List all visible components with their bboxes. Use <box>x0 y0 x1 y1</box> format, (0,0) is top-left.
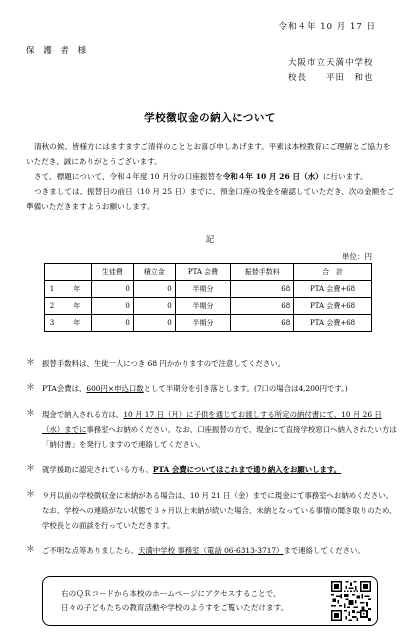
pta-fee-reminder: PTA 会費についてはこれまで通り納入をお願いします。 <box>152 465 342 474</box>
student-fee: 0 <box>92 298 134 315</box>
qr-code-icon[interactable] <box>331 581 371 621</box>
schedule-text-c: に行います。 <box>322 172 368 181</box>
asterisk-icon: ＊ <box>26 358 36 368</box>
schedule-paragraph <box>26 169 396 184</box>
grade-label: 1 年 <box>45 281 92 298</box>
fee-table <box>44 263 372 332</box>
total: PTA 会費+68 <box>294 315 372 332</box>
note-school-aid <box>26 462 398 477</box>
savings: 0 <box>133 315 175 332</box>
greeting-paragraph: 清秋の候、皆様方にはますますご清祥のこととお喜び申しあげます。平素は本校教育にご理解とご協力をいただき、誠にありがとうございます。 <box>26 142 391 166</box>
note-pta-fee <box>26 381 398 396</box>
unit-label: 単位：円 <box>342 252 372 261</box>
table-header-cell: 積立金 <box>133 264 175 281</box>
pta-fee: 半期分 <box>175 298 231 315</box>
savings: 0 <box>133 298 175 315</box>
table-header-cell: 生徒費 <box>92 264 134 281</box>
total: PTA 会費+68 <box>294 281 372 298</box>
pta-fee-formula: 600円×申込口数 <box>86 384 144 393</box>
note-text: として半期分を引き落とします。(7口の場合は4,200円です。) <box>143 384 348 393</box>
asterisk-icon: ＊ <box>26 464 36 474</box>
note-text: 事務室へお納めください。なお、口座振替の方で、現金にて直接学校窓口へ納入されたい方は「納付書」を発行しますので連絡してください。 <box>42 425 397 449</box>
table-row <box>45 315 372 332</box>
student-fee: 0 <box>92 281 134 298</box>
table-header-cell <box>45 264 92 281</box>
transfer-fee: 68 <box>231 281 294 298</box>
request-paragraph: つきましては、振替日の前日（10 月 25 日）までに、預金口座の残金を確認していただき、次の金額をご準備いただきますようお願いします。 <box>26 187 395 211</box>
qr-info-line: 右のＱＲコードから本校のホームページにアクセスすることで、 <box>61 589 281 598</box>
pta-fee: 半期分 <box>175 281 231 298</box>
table-header-cell: PTA 会費 <box>175 264 231 281</box>
note-text: 現金で納入される方は、 <box>42 410 124 419</box>
asterisk-icon: ＊ <box>26 545 36 555</box>
note-text: まで連絡してください。 <box>283 546 365 555</box>
table-row <box>45 298 372 315</box>
recipient: 保 護 者 様 <box>26 46 90 56</box>
total: PTA 会費+68 <box>294 298 372 315</box>
note-text: 振替手数料は、生徒一人につき 68 円かかりますので注意してください。 <box>42 359 286 368</box>
principal-name: 校長 平田 和也 <box>288 73 374 83</box>
transfer-fee: 68 <box>231 298 294 315</box>
note-cash-payment <box>26 407 398 452</box>
transfer-fee: 68 <box>231 315 294 332</box>
savings: 0 <box>133 281 175 298</box>
qr-info-line: 日々の子どもたちの教育活動や学校のようすをご覧いただけます。 <box>61 603 289 612</box>
asterisk-icon: ＊ <box>26 383 36 393</box>
note-text: ９月以前の学校徴収金に未納がある場合は、10 月 21 日（金）までに現金にて事務室へお納めください。なお、学校への連絡がない状態で３ヶ月以上未納が続いた場合、未納となっている事情の聞き取りのため、学校長との面談を行っていただきます。 <box>42 491 397 530</box>
debit-date: 令和４年 10 月 26 日（水） <box>222 172 323 181</box>
note-arrears <box>26 488 398 533</box>
document-title: 学校徴収金の納入について <box>144 112 276 124</box>
issue-date: 令和４年 10 月 17 日 <box>278 22 376 32</box>
note-text: PTA会費は、 <box>42 384 87 393</box>
note-text: 就学援助に認定されている方も、 <box>42 465 153 474</box>
table-row <box>45 281 372 298</box>
pta-fee: 半期分 <box>175 315 231 332</box>
cash-deadline: 10 月 17 日（月）に子供を通じてお渡しする所定の納付書にて、10 月 26 日（水）までに <box>42 410 382 434</box>
note-text: ご不明な点等ありましたら、 <box>42 546 139 555</box>
school-name: 大阪市立天満中学校 <box>288 58 374 68</box>
schedule-text-a: さて、標題について、令和４年度 10 月分の口座振替を <box>34 172 223 181</box>
grade-label: 3 年 <box>45 315 92 332</box>
asterisk-icon: ＊ <box>26 409 36 419</box>
asterisk-icon: ＊ <box>26 490 36 500</box>
grade-label: 2 年 <box>45 298 92 315</box>
student-fee: 0 <box>92 315 134 332</box>
table-header-cell: 合 計 <box>294 264 372 281</box>
note-transfer-fee <box>26 356 398 371</box>
contact-office: 天満中学校 事務室（電話 06-6313-3717） <box>138 546 284 555</box>
table-header-row <box>45 264 372 281</box>
qr-info-box <box>42 576 378 626</box>
note-contact <box>26 543 398 558</box>
table-header-cell: 振替手数料 <box>231 264 294 281</box>
ki-heading: 記 <box>205 235 215 245</box>
